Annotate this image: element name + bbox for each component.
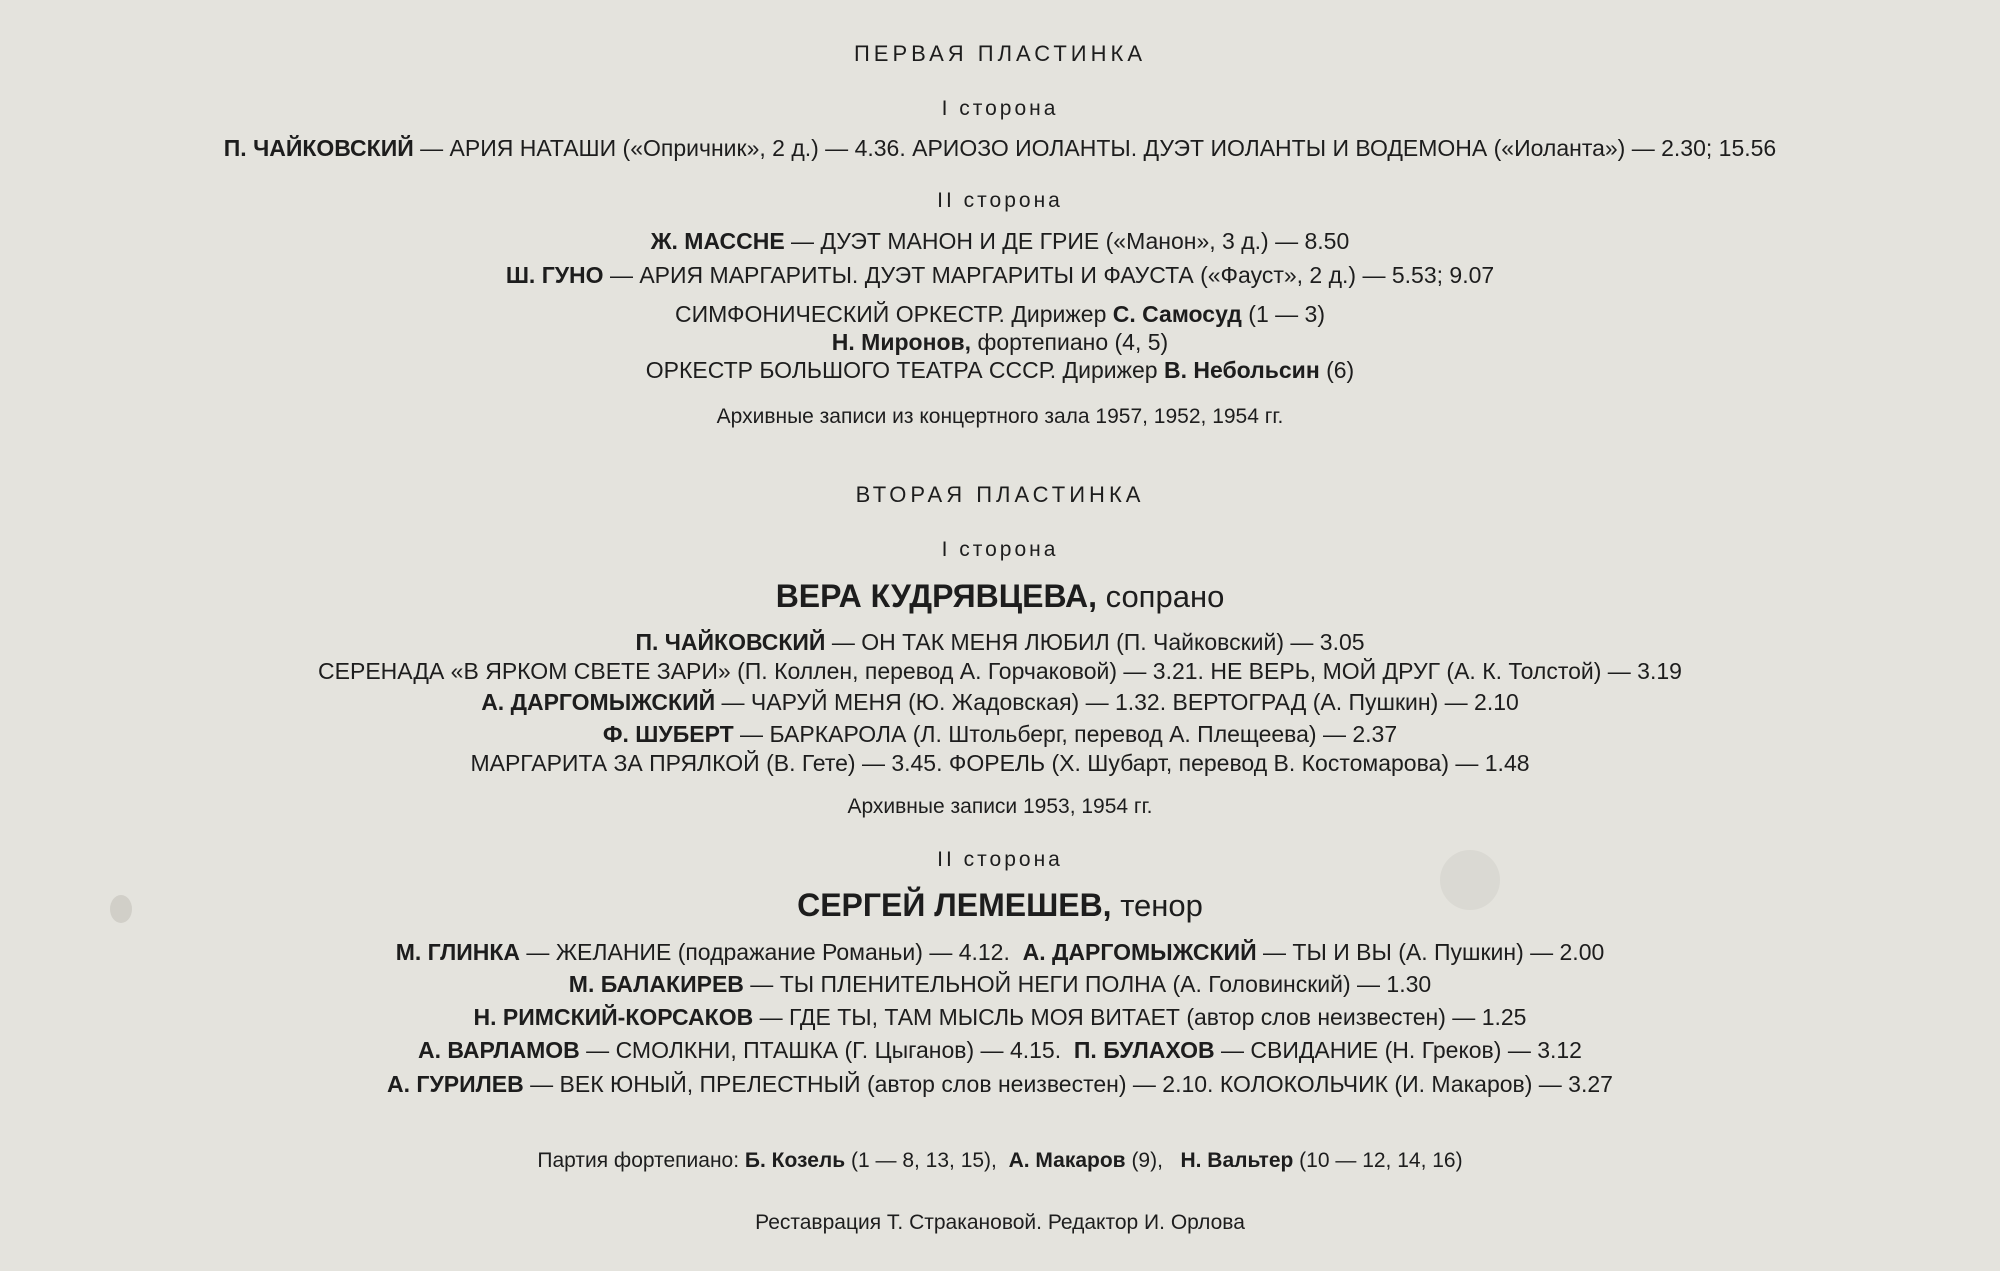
track-text: СВИДАНИЕ (Н. Греков) — 3.12	[1250, 1037, 1582, 1063]
credit-text: Партия фортепиано:	[537, 1149, 740, 1172]
credit-range: (1 — 8, 13, 15),	[850, 1149, 997, 1172]
track-text: ЖЕЛАНИЕ (подражание Романьи) — 4.12.	[555, 939, 1010, 965]
credit-range: (6)	[1326, 357, 1355, 383]
pianist-name: Н. Миронов,	[831, 329, 972, 355]
disc2-side1-line2	[0, 660, 2000, 683]
composer: А. ВАРЛАМОВ	[418, 1037, 580, 1063]
credit-range: (9),	[1131, 1149, 1163, 1172]
track-text: АРИЯ НАТАШИ («Опричник», 2 д.) — 4.36. АРИОЗО ИОЛАНТЫ. ДУЭТ ИОЛАНТЫ И ВОДЕМОНА («Иоланта») — 2.30; 15.56	[449, 135, 1777, 161]
separator: —	[420, 135, 444, 161]
disc2-side1-line4	[0, 723, 2000, 746]
track-text: МАРГАРИТА ЗА ПРЯЛКОЙ (В. Гете) — 3.45. ФОРЕЛЬ (Х. Шубарт, перевод В. Костомарова) — 1.48	[470, 750, 1530, 776]
credit-text: СИМФОНИЧЕСКИЙ ОРКЕСТР. Дирижер	[675, 301, 1107, 327]
separator: —	[530, 1071, 554, 1097]
composer: П. ЧАЙКОВСКИЙ	[223, 135, 414, 161]
separator: —	[831, 629, 855, 655]
piano-credits	[0, 1150, 2000, 1171]
disc1-side2-line1	[0, 230, 2000, 253]
composer: М. БАЛАКИРЕВ	[568, 971, 744, 997]
disc2-side1-line1	[0, 631, 2000, 654]
track-text: ДУЭТ МАНОН И ДЕ ГРИЕ («Манон», 3 д.) — 8.50	[820, 228, 1350, 254]
separator: —	[759, 1004, 783, 1030]
composer: А. ДАРГОМЫЖСКИЙ	[481, 689, 716, 715]
performer-name: ВЕРА КУДРЯВЦЕВА,	[775, 578, 1097, 614]
disc1-side1-line1	[0, 137, 2000, 160]
disc1-title: ПЕРВАЯ ПЛАСТИНКА	[853, 41, 1146, 66]
disc1-credit1	[0, 303, 2000, 326]
track-text: ЧАРУЙ МЕНЯ (Ю. Жадовская) — 1.32. ВЕРТОГРАД (А. Пушкин) — 2.10	[750, 689, 1519, 715]
composer: П. БУЛАХОВ	[1073, 1037, 1215, 1063]
disc2-side2-line5	[0, 1073, 2000, 1096]
track-text: ВЕК ЮНЫЙ, ПРЕЛЕСТНЫЙ (автор слов неизвестен) — 2.10. КОЛОКОЛЬЧИК (И. Макаров) — 3.27	[559, 1071, 1613, 1097]
track-text: СЕРЕНАДА «В ЯРКОМ СВЕТЕ ЗАРИ» (П. Коллен, перевод А. Горчаковой) — 3.21. НЕ ВЕРЬ, МОЙ ДРУГ (А. К. Толстой) — 3.19	[318, 658, 1682, 684]
performer-name: СЕРГЕЙ ЛЕМЕШЕВ,	[797, 887, 1112, 923]
separator: —	[1263, 939, 1286, 965]
disc1-side1-label: I сторона	[941, 97, 1059, 120]
composer: Н. РИМСКИЙ-КОРСАКОВ	[473, 1004, 754, 1030]
track-text: ОН ТАК МЕНЯ ЛЮБИЛ (П. Чайковский) — 3.05	[861, 629, 1365, 655]
separator: —	[750, 971, 774, 997]
disc2-side1-line5	[0, 752, 2000, 775]
separator: —	[526, 939, 550, 965]
disc2-archive-note: Архивные записи 1953, 1954 гг.	[847, 795, 1153, 818]
disc1-credit3	[0, 359, 2000, 382]
track-text: ТЫ ПЛЕНИТЕЛЬНОЙ НЕГИ ПОЛНА (А. Головинский) — 1.30	[779, 971, 1432, 997]
disc2-side2-line2	[0, 973, 2000, 996]
composer: Ж. МАССНЕ	[650, 228, 785, 254]
voice-type: тенор	[1120, 888, 1203, 923]
track-text: ГДЕ ТЫ, ТАМ МЫСЛЬ МОЯ ВИТАЕТ (автор слов неизвестен) — 1.25	[789, 1004, 1527, 1030]
disc2-side2-line1	[0, 941, 2000, 964]
composer: А. ДАРГОМЫЖСКИЙ	[1022, 939, 1257, 965]
composer: П. ЧАЙКОВСКИЙ	[635, 629, 826, 655]
pianist-name: Н. Вальтер	[1180, 1149, 1294, 1172]
separator: —	[586, 1037, 610, 1063]
disc1-archive-note: Архивные записи из концертного зала 1957, 1952, 1954 гг.	[716, 405, 1284, 428]
disc1-side2-label: II сторона	[937, 189, 1063, 212]
credit-range: (1 — 3)	[1248, 301, 1325, 327]
disc2-side1-label: I сторона	[941, 538, 1059, 561]
separator: —	[791, 228, 815, 254]
track-text: АРИЯ МАРГАРИТЫ. ДУЭТ МАРГАРИТЫ И ФАУСТА («Фауст», 2 д.) — 5.53; 9.07	[639, 262, 1495, 288]
conductor-name: В. Небольсин	[1163, 357, 1320, 383]
track-text: СМОЛКНИ, ПТАШКА (Г. Цыганов) — 4.15.	[615, 1037, 1062, 1063]
pianist-name: Б. Козель	[744, 1149, 846, 1172]
disc1-side2-line2	[0, 264, 2000, 287]
disc2-side2-line3	[0, 1006, 2000, 1029]
composer: Ш. ГУНО	[505, 262, 604, 288]
disc2-title: ВТОРАЯ ПЛАСТИНКА	[855, 482, 1145, 507]
separator: —	[740, 721, 764, 747]
composer: М. ГЛИНКА	[395, 939, 521, 965]
conductor-name: С. Самосуд	[1112, 301, 1242, 327]
separator: —	[609, 262, 633, 288]
credit-range: фортепиано (4, 5)	[977, 329, 1169, 355]
composer: Ф. ШУБЕРТ	[602, 721, 734, 747]
credit-text: ОРКЕСТР БОЛЬШОГО ТЕАТРА СССР. Дирижер	[645, 357, 1158, 383]
track-text: ТЫ И ВЫ (А. Пушкин) — 2.00	[1292, 939, 1605, 965]
voice-type: сопрано	[1105, 579, 1225, 614]
pianist-name: А. Макаров	[1008, 1149, 1126, 1172]
disc2-side1-line3	[0, 691, 2000, 714]
composer: А. ГУРИЛЕВ	[387, 1071, 524, 1097]
disc2-side1-performer	[0, 580, 2000, 612]
separator: —	[721, 689, 745, 715]
footer-credits: Реставрация Т. Стракановой. Редактор И. Орлова	[755, 1211, 1245, 1234]
disc2-side2-label: II сторона	[937, 848, 1063, 871]
disc2-side2-line4	[0, 1039, 2000, 1062]
disc1-credit2	[0, 331, 2000, 354]
separator: —	[1220, 1037, 1244, 1063]
track-text: БАРКАРОЛА (Л. Штольберг, перевод А. Плещеева) — 2.37	[769, 721, 1398, 747]
credit-range: (10 — 12, 14, 16)	[1299, 1149, 1463, 1172]
disc2-side2-performer	[0, 889, 2000, 921]
